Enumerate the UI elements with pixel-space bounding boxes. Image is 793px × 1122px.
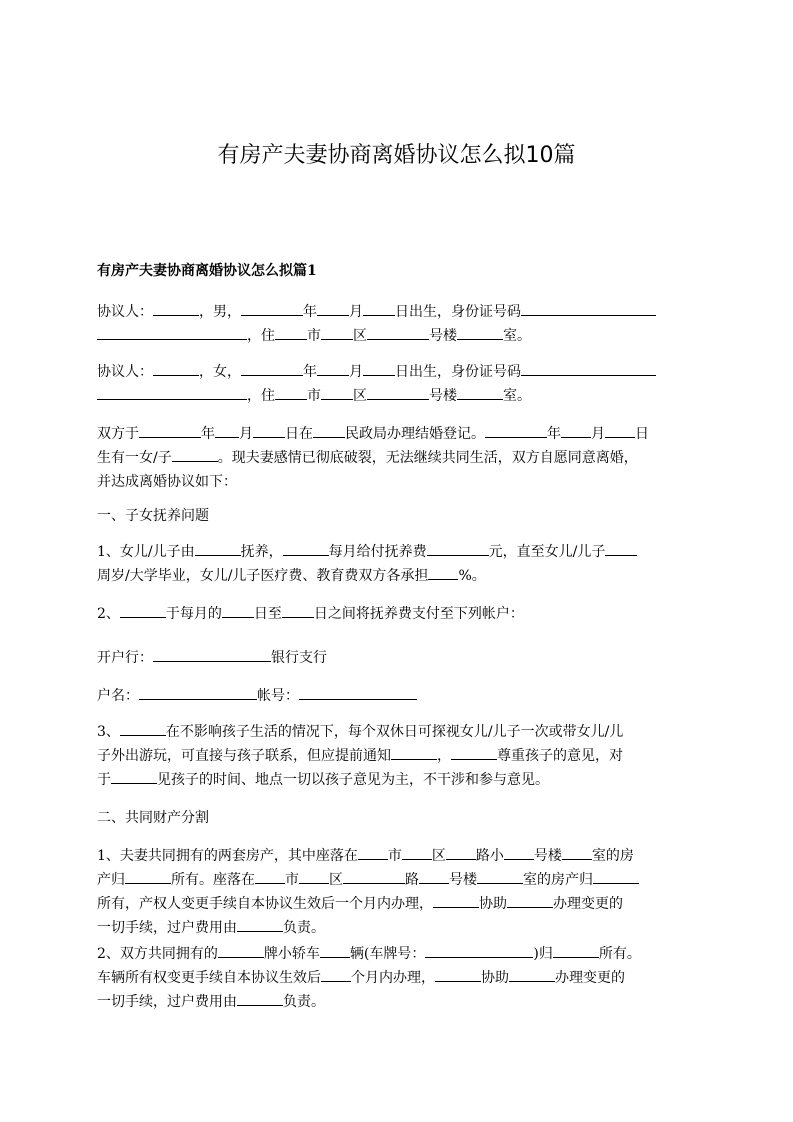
blank [153,300,199,316]
blank [605,422,635,438]
blank [282,602,314,618]
blank [237,916,283,932]
blank [241,360,303,376]
blank [435,966,481,982]
heading-child-support: 一、子女抚养问题 [97,508,209,524]
blank [241,300,303,316]
blank [253,422,285,438]
custody-paragraph: 1、女儿/儿子由 抚养， 每月给付抚养费 元，直至女儿/儿子 周岁/大学毕业，女儿/儿子医疗费、教育费双方各承担 %。 [97,540,707,588]
blank [313,422,345,438]
blank [218,942,264,958]
blank [172,446,218,462]
blank [367,384,429,400]
blank [120,720,166,736]
blank [553,942,599,958]
blank [255,868,285,884]
blank [317,300,349,316]
marriage-paragraph: 双方于 年 月 日在 民政局办理结婚登记。 年 月 日 生有一女/子 。现夫妻感情已彻底破裂，无法继续共同生活，双方自愿同意离婚， 并达成离婚协议如下： [97,422,707,494]
blank [153,646,271,662]
section-title: 有房产夫妻协商离婚协议怎么拟篇1 [97,263,317,279]
blank [562,844,592,860]
blank [299,684,417,700]
blank [433,892,479,908]
blank [427,540,489,556]
blank [275,384,307,400]
blank [457,324,503,340]
blank [125,868,171,884]
account-paragraph: 户名： 帐号： [97,684,707,708]
blank [504,844,534,860]
blank [321,324,353,340]
blank [222,602,254,618]
blank [283,540,329,556]
visitation-paragraph: 3、 在不影响孩子生活的情况下，每个双休日可探视女儿/儿子一次或带女儿/儿 子外出游玩，可直接与孩子联系，但应提前通知 ， 尊重孩子的意见，对 于 见孩子的时间、地点一切以孩子意见为主，不干涉和参与意见。 [97,720,707,792]
blank [111,768,157,784]
blank [593,868,639,884]
vehicle-paragraph: 2、双方共同拥有的 牌小轿车 辆(车牌号： )归 所有。 车辆所有权变更手续自本协议生效后 个月内办理， 协助 办理变更的 一切手续，过户费用由 负责。 [97,942,707,1014]
blank [605,540,637,556]
blank [343,868,405,884]
blank [215,422,239,438]
blank [195,540,241,556]
blank [139,422,201,438]
blank [120,602,166,618]
blank [391,744,437,760]
blank [367,324,429,340]
blank [457,384,503,400]
blank [358,844,388,860]
blank [509,966,555,982]
blank [153,360,199,376]
blank [521,360,656,376]
real-estate-paragraph: 1、夫妻共同拥有的两套房产，其中座落在 市 区 路小 号楼 室的房 产归 所有。座落在 市 区 路 号楼 室的房产归 所有，产权人变更手续自本协议生效后一个月内办理， 协助 办理变更的 一切手续，过户费用由 负责。 [97,844,707,940]
blank [507,892,553,908]
blank [139,684,257,700]
blank [321,966,351,982]
blank [485,422,547,438]
blank [363,360,395,376]
bank-paragraph: 开户行： 银行支行 [97,646,707,670]
blank [317,360,349,376]
blank [425,942,533,958]
blank [477,868,523,884]
party-one-paragraph: 协议人： ，男， 年 月 日出生，身份证号码 ，住 市 区 号楼 室。 [97,300,707,348]
blank [402,844,432,860]
payment-schedule-paragraph: 2、 于每月的 日至 日之间将抚养费支付至下列帐户： [97,602,707,626]
blank [275,324,307,340]
blank [97,384,247,400]
blank [521,300,656,316]
blank [97,324,247,340]
document-title: 有房产夫妻协商离婚协议怎么拟10篇 [217,143,576,168]
blank [561,422,591,438]
heading-property-division: 二、共同财产分割 [97,810,209,826]
blank [299,868,329,884]
party-two-paragraph: 协议人： ，女， 年 月 日出生，身份证号码 ，住 市 区 号楼 室。 [97,360,707,408]
blank [321,384,353,400]
blank [419,868,449,884]
blank [237,990,283,1006]
blank [451,744,497,760]
blank [428,564,458,580]
blank [320,942,350,958]
blank [363,300,395,316]
blank [446,844,476,860]
